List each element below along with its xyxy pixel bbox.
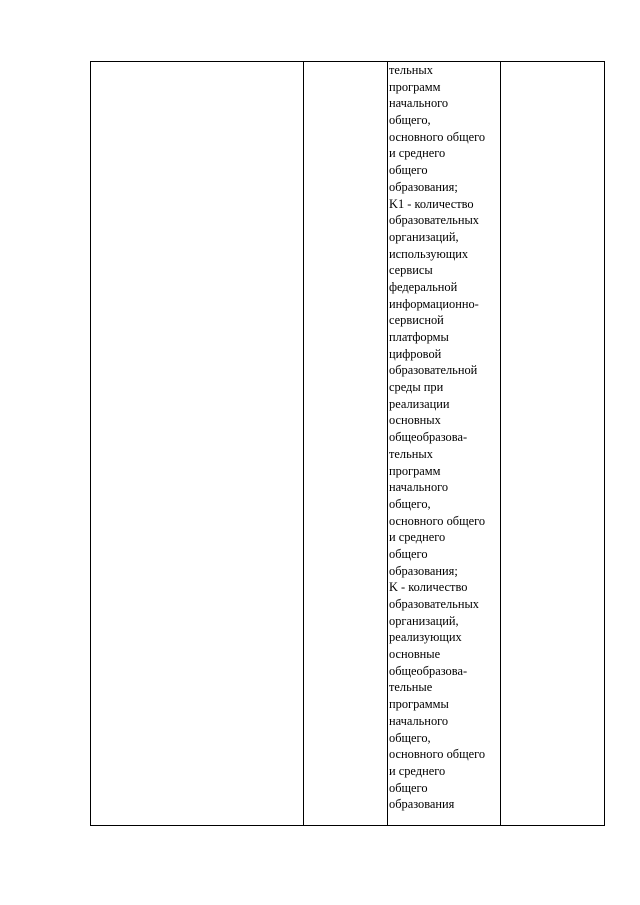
text-line: образования; — [389, 179, 458, 194]
text-line: среды при — [389, 380, 444, 395]
text-line: общего — [389, 780, 428, 795]
text-line: основного общего — [389, 129, 486, 144]
text-line: тельных — [389, 63, 433, 77]
text-line: федеральной — [389, 279, 458, 294]
table-cell-4 — [501, 62, 605, 826]
text-line: образования; — [389, 563, 458, 578]
text-line: программ — [389, 79, 441, 94]
text-line: K1 - количество — [389, 196, 474, 211]
document-table — [90, 61, 605, 826]
text-line: организаций, — [389, 613, 459, 628]
text-line: начального — [389, 480, 449, 495]
text-line: K - количество — [389, 580, 468, 595]
text-line: общего, — [389, 496, 431, 511]
text-line: образовательной — [389, 363, 478, 378]
text-line: общеобразова- — [389, 663, 468, 678]
text-line: и среднего — [389, 530, 446, 545]
text-line: информационно- — [389, 296, 479, 311]
text-line: общего — [389, 546, 428, 561]
text-line: основного общего — [389, 747, 486, 762]
text-line: начального — [389, 713, 449, 728]
text-line: тельных — [389, 446, 433, 461]
table-cell-1 — [91, 62, 304, 826]
text-line: реализации — [389, 396, 450, 411]
text-line: образования — [389, 797, 455, 812]
text-line: платформы — [389, 330, 449, 344]
table-row — [91, 62, 605, 826]
text-line: реализующих — [389, 630, 462, 645]
text-line: сервисы — [389, 263, 433, 278]
text-line: основного общего — [389, 513, 486, 528]
text-line: начального — [389, 96, 449, 111]
text-line: и среднего — [389, 146, 446, 161]
text-line: основные — [389, 647, 441, 662]
table-cell-3 — [388, 62, 501, 826]
text-line: общего, — [389, 730, 431, 745]
text-line: использующих — [389, 246, 469, 261]
text-line: образовательных — [389, 213, 479, 228]
text-line: общего, — [389, 113, 431, 128]
text-line: общего — [389, 163, 428, 178]
text-line: и среднего — [389, 763, 446, 778]
indicator-formula-text — [388, 62, 500, 813]
text-line: образовательных — [389, 597, 479, 611]
text-line: основных — [389, 413, 441, 428]
text-line: сервисной — [389, 313, 444, 328]
text-line: организаций, — [389, 229, 459, 244]
text-line: программы — [389, 697, 449, 712]
text-line: программ — [389, 463, 441, 478]
table-cell-2 — [304, 62, 388, 826]
text-line: общеобразова- — [389, 430, 468, 445]
text-line: цифровой — [389, 346, 442, 361]
text-line: тельные — [389, 680, 433, 695]
